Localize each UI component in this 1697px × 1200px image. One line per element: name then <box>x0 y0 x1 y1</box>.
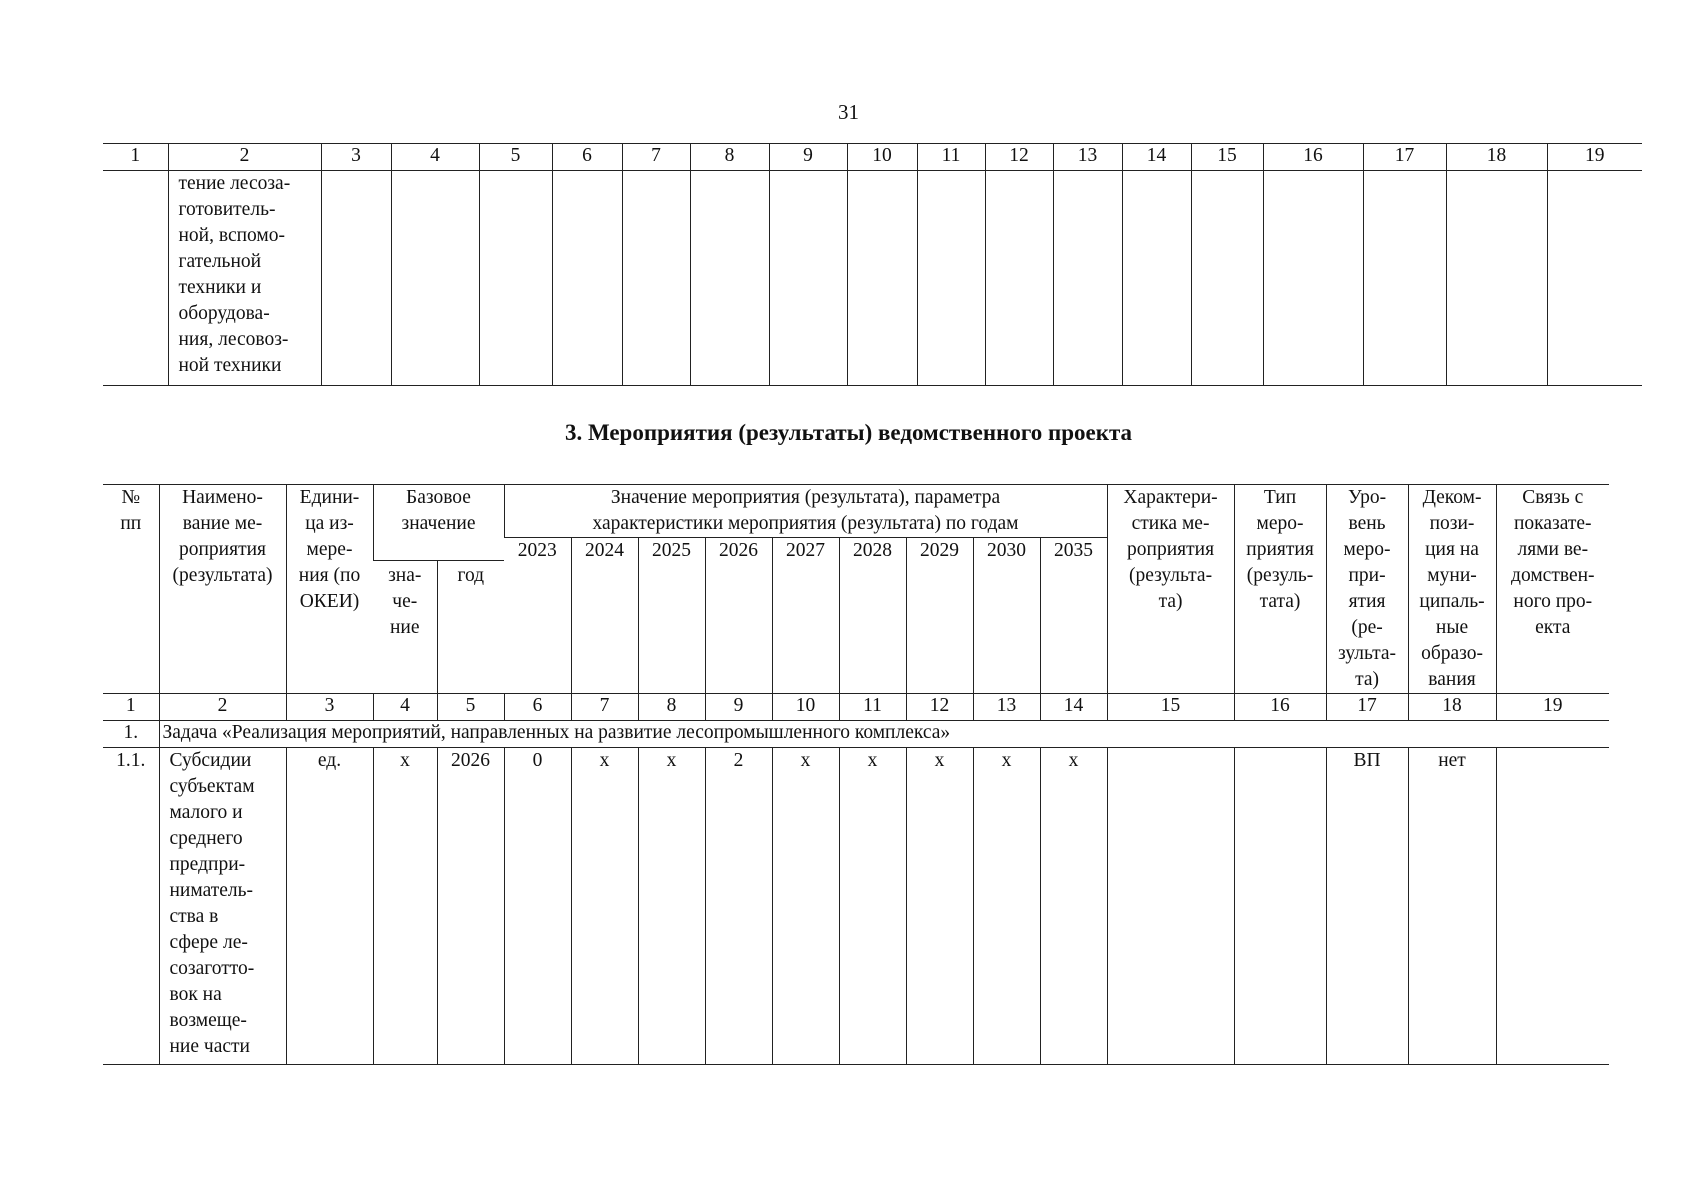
col-number: 6 <box>552 144 622 171</box>
table-cell <box>103 171 168 386</box>
col-number: 7 <box>622 144 690 171</box>
row-year-value: х <box>638 748 705 1065</box>
table-cell <box>1547 171 1642 386</box>
col-number: 1 <box>103 144 168 171</box>
col-number: 2 <box>168 144 321 171</box>
row-level: ВП <box>1326 748 1408 1065</box>
task-title: Задача «Реализация мероприятий, направленных на развитие лесопромышленного комплекса» <box>159 721 1609 748</box>
header-link: Связь с показате- лями ве- домствен- ного про- екта <box>1496 485 1609 694</box>
col-number: 18 <box>1446 144 1547 171</box>
table-cell <box>1122 171 1191 386</box>
header-year: 2023 <box>504 538 571 694</box>
col-number: 4 <box>391 144 479 171</box>
col-number: 10 <box>772 694 839 721</box>
col-number: 19 <box>1496 694 1609 721</box>
row-year-value: 0 <box>504 748 571 1065</box>
header-year: 2025 <box>638 538 705 694</box>
col-number: 7 <box>571 694 638 721</box>
col-number: 10 <box>847 144 917 171</box>
table-cell <box>690 171 769 386</box>
table-cell <box>1263 171 1363 386</box>
col-number: 4 <box>373 694 437 721</box>
row-year-value: 2 <box>705 748 772 1065</box>
col-number: 3 <box>321 144 391 171</box>
header-characteristic: Характери- стика ме- роприятия (результа- та) <box>1107 485 1234 694</box>
header-values-by-year: Значение мероприятия (результата), параметра характеристики мероприятия (результата) по годам <box>504 485 1107 538</box>
header-base-value: зна- че- ние <box>373 561 437 694</box>
page-number: 31 <box>838 100 859 124</box>
col-number: 15 <box>1107 694 1234 721</box>
col-number: 9 <box>705 694 772 721</box>
col-number: 14 <box>1040 694 1107 721</box>
col-number: 12 <box>985 144 1053 171</box>
col-number: 2 <box>159 694 286 721</box>
table-cell <box>1363 171 1446 386</box>
table-cell <box>769 171 847 386</box>
table-cell <box>917 171 985 386</box>
table-cell <box>391 171 479 386</box>
header-num: № пп <box>103 485 159 694</box>
header-year: 2024 <box>571 538 638 694</box>
col-number: 19 <box>1547 144 1642 171</box>
col-number: 12 <box>906 694 973 721</box>
table-cell <box>985 171 1053 386</box>
col-number: 17 <box>1326 694 1408 721</box>
col-number: 6 <box>504 694 571 721</box>
header-year: 2030 <box>973 538 1040 694</box>
row-year-value: х <box>772 748 839 1065</box>
continuation-table <box>103 143 1642 386</box>
col-number: 8 <box>638 694 705 721</box>
header-type: Тип меро- приятия (резуль- тата) <box>1234 485 1326 694</box>
task-row <box>103 721 1609 748</box>
header-year: 2027 <box>772 538 839 694</box>
continuation-header-row <box>103 144 1642 171</box>
col-number: 3 <box>286 694 373 721</box>
table-cell <box>552 171 622 386</box>
header-base-year: год <box>437 561 504 694</box>
continuation-text: тение лесоза- готовитель- ной, вспомо- гательной техники и оборудова- ния, лесовоз- ной техники <box>168 171 321 386</box>
header-level: Уро- вень меро- при- ятия (ре- зульта- та) <box>1326 485 1408 694</box>
col-number: 16 <box>1263 144 1363 171</box>
row-year-value: х <box>839 748 906 1065</box>
header-decomposition: Деком- пози- ция на муни- ципаль- ные образо- вания <box>1408 485 1496 694</box>
col-number: 17 <box>1363 144 1446 171</box>
header-row-1 <box>103 485 1609 538</box>
column-numbers-row <box>103 694 1609 721</box>
header-year: 2026 <box>705 538 772 694</box>
col-number: 16 <box>1234 694 1326 721</box>
row-unit: ед. <box>286 748 373 1065</box>
col-number: 13 <box>973 694 1040 721</box>
row-year-value: х <box>906 748 973 1065</box>
row-number: 1.1. <box>103 748 159 1065</box>
row-base-value: х <box>373 748 437 1065</box>
task-number: 1. <box>103 721 159 748</box>
col-number: 5 <box>437 694 504 721</box>
row-decomposition: нет <box>1408 748 1496 1065</box>
row-link <box>1496 748 1609 1065</box>
table-cell <box>1053 171 1122 386</box>
col-number: 8 <box>690 144 769 171</box>
col-number: 15 <box>1191 144 1263 171</box>
row-year-value: х <box>571 748 638 1065</box>
row-type <box>1234 748 1326 1065</box>
header-unit: Едини- ца из- мере- ния (по ОКЕИ) <box>286 485 373 694</box>
section-title: 3. Мероприятия (результаты) ведомственного проекта <box>564 420 1133 445</box>
table-row <box>103 748 1609 1065</box>
col-number: 14 <box>1122 144 1191 171</box>
row-year-value: х <box>1040 748 1107 1065</box>
header-year: 2028 <box>839 538 906 694</box>
header-base: Базовое значение <box>373 485 504 561</box>
table-cell <box>1191 171 1263 386</box>
header-name: Наимено- вание ме- роприятия (результата) <box>159 485 286 694</box>
col-number: 1 <box>103 694 159 721</box>
row-characteristic <box>1107 748 1234 1065</box>
col-number: 18 <box>1408 694 1496 721</box>
col-number: 13 <box>1053 144 1122 171</box>
table-cell <box>847 171 917 386</box>
row-name: Субсидии субъектам малого и среднего предпри- ниматель- ства в сфере ле- созаготто- вок на возмеще- ние части <box>159 748 286 1065</box>
header-year: 2035 <box>1040 538 1107 694</box>
measures-table <box>103 484 1609 1065</box>
header-year: 2029 <box>906 538 973 694</box>
continuation-body-row <box>103 171 1642 386</box>
table-cell <box>479 171 552 386</box>
col-number: 5 <box>479 144 552 171</box>
row-base-year: 2026 <box>437 748 504 1065</box>
col-number: 9 <box>769 144 847 171</box>
table-cell <box>321 171 391 386</box>
table-cell <box>622 171 690 386</box>
row-year-value: х <box>973 748 1040 1065</box>
col-number: 11 <box>917 144 985 171</box>
table-cell <box>1446 171 1547 386</box>
col-number: 11 <box>839 694 906 721</box>
